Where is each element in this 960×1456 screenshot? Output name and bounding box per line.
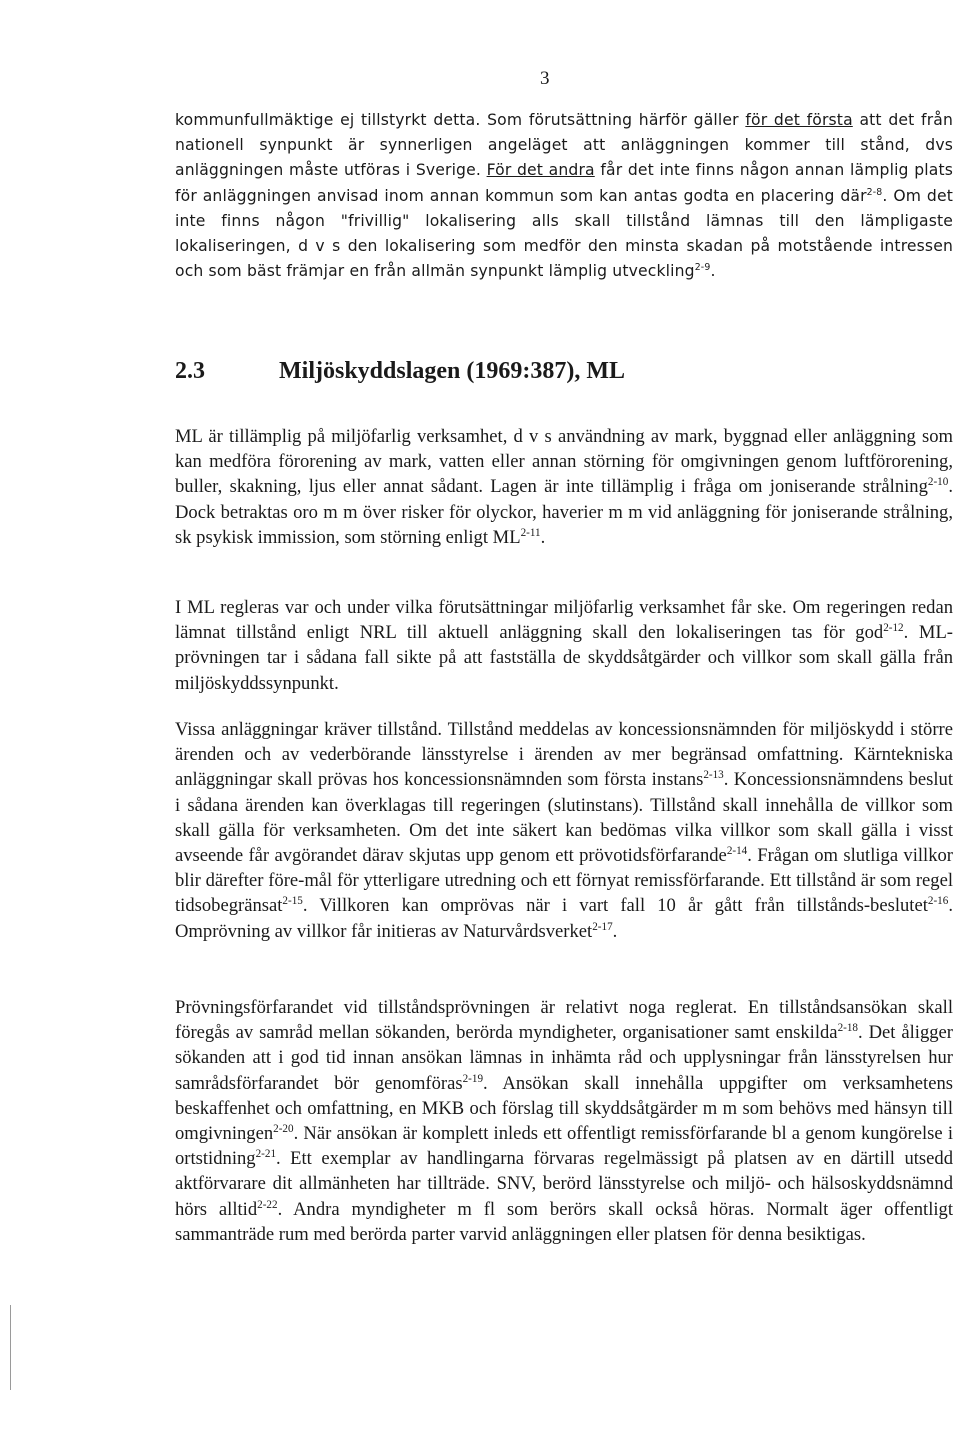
footnote-ref: 2-21 (255, 1148, 277, 1161)
footnote-ref: 2-13 (703, 769, 724, 782)
underlined-phrase: för det första (745, 111, 853, 129)
footnote-ref: 2-22 (257, 1198, 278, 1211)
paragraph-ml-regulation: I ML regleras var och under vilka förutsättningar miljöfarlig verksamhet får ske. Om regeringen redan lämnat tillstånd enligt NRL till aktuell anläggning skall den lokaliseringen tas för god$^{2-12}$. ML-prövningen tar i sådana fall sikte på att fastställa de skyddsåtgärder och villkor som skall gälla från miljöskyddssynpunkt. (175, 597, 953, 694)
footnote-ref: 2-11 (520, 526, 541, 539)
page-number: 3 (540, 68, 550, 89)
section-heading (175, 358, 625, 385)
footnote-ref: 2-16 (927, 895, 949, 908)
footnote-ref: 2-18 (837, 1022, 859, 1035)
paragraph-nrl-conditions: kommunfullmäktige ej tillstyrkt detta. Som förutsättning härför gäller för det första att det från nationell synpunkt är synnerligen angeläget att anläggningen kommer till stånd, dvs anläggningen måste utföras i Sverige. För det andra får det inte finns någon annan lämplig plats för anläggningen anvisad inom annan kommun som kan antas godta en placering där$^{2-8}$. Om det inte finns någon "frivillig" lokalisering alls skall tillstånd lämnas till den lämpligaste lokaliseringen, d v s den lokalisering som medför den minsta skadan på motstående intressen och som bäst främjar en från allmän synpunkt lämplig utveckling$^{2-9}$. (175, 111, 954, 281)
footnote-ref: 2-9 (694, 262, 711, 274)
underlined-phrase: För det andra (486, 161, 595, 180)
footnote-ref: 2-12 (883, 622, 904, 635)
paragraph-permits: Vissa anläggningar kräver tillstånd. Tillstånd meddelas av koncessionsnämnden för miljöskydd i större ärenden och av vederbörande länsstyrelse i ärenden av mer begränsad omfattning. Kärntekniska anläggningar skall prövas hos koncessionsnämnden som första instans$^{2-13}$. Koncessionsnämndens beslut i sådana ärenden kan överklagas till regeringen (slutinstans). Tillstånd skall innehålla de villkor som skall gälla för verksamheten. Om det inte säkert kan bedömas vilka villkor som skall gälla i visst avseende får avgörandet därav skjutas upp genom ett prövotidsförfarande$^{2-14}$. Frågan om slutliga villkor blir därefter före-mål för ytterligare utredning och ett förnyat remissförfarande. Ett tillstånd är som regel tidsobegränsat$^{2-15}$. Villkoren kan omprövas när i vart fall 10 år gått från tillstånds-beslutet$^{2-16}$. Omprövning av villkor får initieras av Naturvårdsverket$^{2-17}$. (175, 719, 954, 942)
scan-margin-line (10, 1305, 11, 1390)
footnote-ref: 2-8 (866, 186, 883, 198)
footnote-ref: 2-20 (273, 1122, 294, 1135)
footnote-ref: 2-17 (592, 920, 613, 933)
paragraph-procedure: Prövningsförfarandet vid tillståndsprövningen är relativt noga reglerat. En tillståndsansökan skall föregås av samråd mellan sökanden, berörda myndigheter, organisationer samt enskilda$^{2-18}$. Det åligger sökanden att i god tid innan ansökan lämnas in inhämta råd och upplysningar från länsstyrelsen hur samrådsförfarandet bör genomföras$^{2-19}$. Ansökan skall innehålla uppgifter om verksamhetens beskaffenhet och omfattning, en MKB och förslag till skyddsåtgärder m m som behövs med hänsyn till omgivningen$^{2-20}$. När ansökan är komplett inleds ett offentligt remissförfarande bl a genom kungörelse i ortstidning$^{2-21}$. Ett exemplar av handlingarna förvaras regelmässigt på platsen av en därtill utsedd aktförvarare dit allmänheten har tillträde. SNV, berörd länsstyrelse och miljö- och hälsoskyddsnämnd hörs alltid$^{2-22}$. Andra myndigheter m fl som berörs skall också höras. Normalt äger offentligt sammanträde rum med berörda parter varvid anläggningen eller platsen för denna besiktigas. (175, 997, 953, 1245)
section-number: 2.3 (175, 358, 205, 384)
section-title: Miljöskyddslagen (1969:387), ML (279, 358, 626, 384)
footnote-ref: 2-14 (726, 844, 748, 857)
footnote-ref: 2-10 (927, 476, 949, 489)
paragraph-ml-scope: ML är tillämplig på miljöfarlig verksamhet, d v s användning av mark, byggnad eller anläggning som kan medföra förorening av mark, vatten eller annan störning för omgivningen genom luftförorening, buller, skakning, ljus eller annat sådant. Lagen är inte tillämplig i fråga om joniserande strålning$^{2-10}$. Dock betraktas oro m m över risker för olyckor, haverier m m vid anläggning för joniserande strålning, sk psykisk immission, som störning enligt ML$^{2-11}$. (175, 426, 953, 548)
footnote-ref: 2-15 (282, 895, 303, 908)
footnote-ref: 2-19 (462, 1072, 484, 1085)
